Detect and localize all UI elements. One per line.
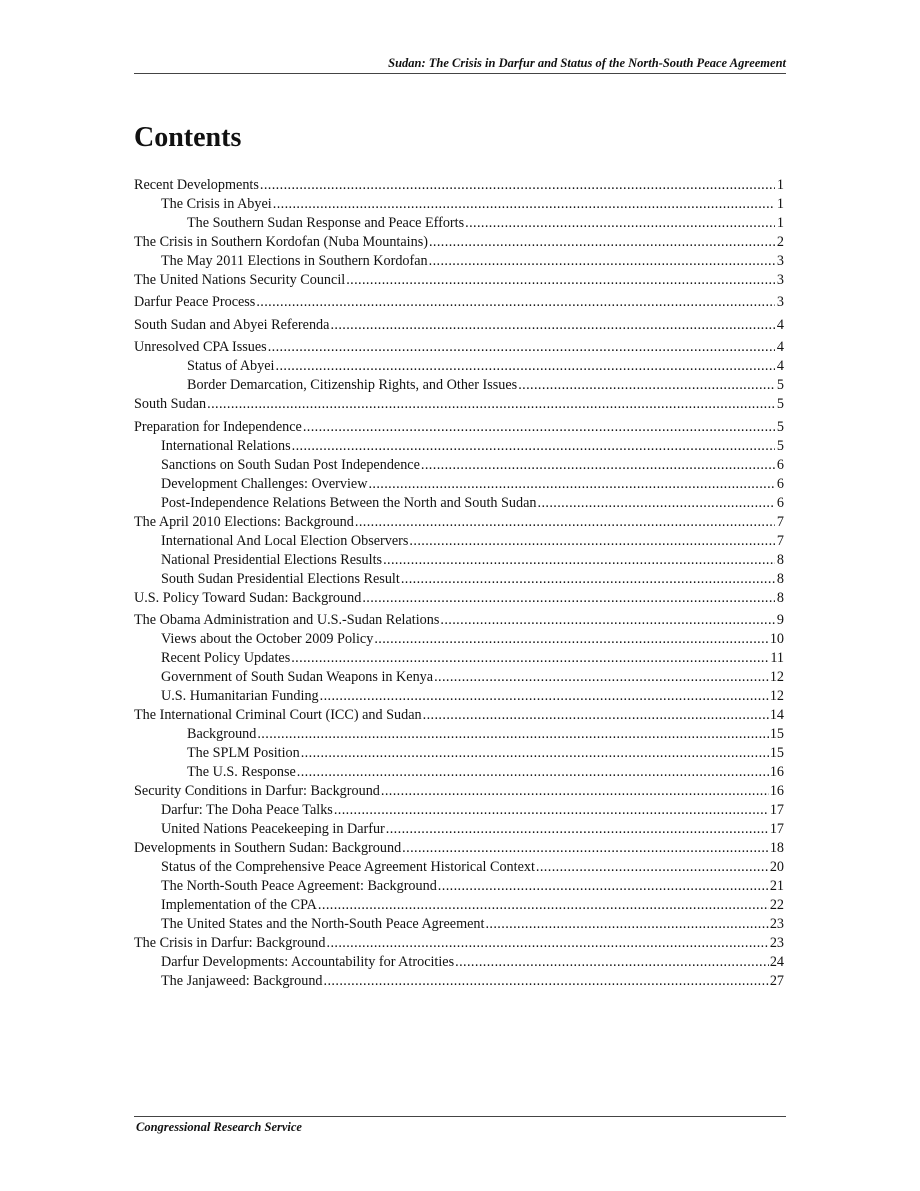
dot-leader (421, 456, 775, 475)
toc-entry-title: The May 2011 Elections in Southern Kordofan (161, 253, 428, 269)
toc-entry[interactable] (134, 877, 784, 896)
toc-entry-page: 9 (776, 611, 784, 628)
toc-entry-title: Sanctions on South Sudan Post Independence (161, 456, 420, 473)
toc-entry-page: 8 (776, 551, 784, 568)
toc-entry-page: 17 (769, 820, 784, 837)
dot-leader (538, 494, 776, 513)
toc-entry-title: U.S. Humanitarian Funding (161, 687, 319, 704)
toc-entry-page: 1 (776, 215, 784, 231)
toc-entry-page: 5 (776, 418, 784, 435)
toc-entry-page: 1 (776, 196, 784, 212)
dot-leader (438, 877, 769, 896)
toc-entry[interactable] (134, 233, 784, 252)
toc-entry-title: International And Local Election Observers (161, 532, 409, 549)
toc-entry-title: Status of the Comprehensive Peace Agreement Historical Context (161, 858, 535, 875)
dot-leader (324, 972, 769, 991)
toc-entry-title: Darfur: The Doha Peace Talks (161, 801, 333, 818)
toc-entry-page: 3 (776, 253, 784, 269)
toc-entry-title: National Presidential Elections Results (161, 551, 383, 568)
toc-entry-page: 3 (776, 272, 784, 288)
toc-entry-page: 23 (769, 934, 784, 951)
toc-entry[interactable] (134, 706, 784, 725)
toc-entry[interactable] (134, 293, 784, 312)
toc-entry[interactable] (134, 896, 784, 915)
toc-entry-page: 24 (769, 953, 784, 970)
toc-entry-page: 20 (769, 858, 784, 875)
dot-leader (402, 839, 769, 858)
toc-entry[interactable] (134, 395, 784, 414)
toc-entry[interactable] (134, 475, 784, 494)
toc-entry[interactable] (134, 494, 784, 513)
toc-entry[interactable] (134, 972, 784, 991)
toc-entry-page: 12 (769, 687, 784, 704)
dot-leader (330, 316, 775, 335)
toc-entry-page: 5 (776, 377, 784, 394)
toc-entry-page: 7 (776, 513, 784, 530)
dot-leader (381, 782, 769, 801)
dot-leader (485, 915, 768, 934)
toc-entry-page: 14 (769, 706, 784, 723)
toc-entry-title: South Sudan Presidential Elections Result (161, 570, 400, 587)
toc-entry-title: The U.S. Response (187, 763, 296, 780)
footer-rule (134, 1116, 786, 1117)
toc-entry-title: Background (187, 725, 257, 742)
toc-entry[interactable] (134, 801, 784, 820)
toc-entry[interactable] (134, 953, 784, 972)
toc-entry-title: Darfur Developments: Accountability for Atrocities (161, 953, 455, 970)
toc-entry-page: 5 (776, 396, 784, 413)
toc-entry-page: 12 (769, 668, 784, 685)
toc-entry-page: 4 (776, 316, 784, 333)
dot-leader (292, 437, 775, 456)
dot-leader (455, 953, 769, 972)
toc-entry[interactable] (134, 316, 784, 335)
toc-entry[interactable] (134, 668, 784, 687)
toc-entry-page: 11 (770, 649, 784, 666)
dot-leader (318, 896, 769, 915)
toc-entry-page: 23 (769, 915, 784, 932)
dot-leader (320, 687, 769, 706)
dot-leader (334, 801, 769, 820)
toc-entry[interactable] (134, 338, 784, 357)
dot-leader (256, 293, 775, 312)
toc-entry-title: Recent Policy Updates (161, 649, 291, 666)
toc-entry-page: 1 (776, 177, 784, 193)
toc-entry-title: South Sudan and Abyei Referenda (134, 316, 330, 333)
dot-leader (374, 630, 768, 649)
toc-entry[interactable] (134, 376, 784, 395)
toc-entry[interactable] (134, 725, 784, 744)
toc-entry-title: The Crisis in Darfur: Background (134, 934, 326, 951)
toc-entry-page: 8 (776, 570, 784, 587)
toc-entry-page: 17 (769, 801, 784, 818)
dot-leader (346, 271, 775, 290)
toc-entry-page: 16 (769, 782, 784, 799)
toc-entry-page: 4 (776, 339, 784, 356)
toc-entry-page: 22 (769, 896, 784, 913)
toc-entry[interactable] (134, 437, 784, 456)
toc-entry-title: The International Criminal Court (ICC) and Sudan (134, 706, 422, 723)
toc-entry-title: International Relations (161, 437, 291, 454)
dot-leader (465, 214, 775, 233)
dot-leader (260, 176, 775, 195)
toc-entry-title: Implementation of the CPA (161, 896, 317, 913)
toc-entry[interactable] (134, 744, 784, 763)
toc-entry[interactable] (134, 551, 784, 570)
toc-entry[interactable] (134, 687, 784, 706)
toc-entry[interactable] (134, 782, 784, 801)
toc-entry-title: U.S. Policy Toward Sudan: Background (134, 589, 362, 606)
dot-leader (327, 934, 769, 953)
toc-entry-page: 8 (776, 589, 784, 606)
toc-entry[interactable] (134, 570, 784, 589)
toc-entry-title: Status of Abyei (187, 358, 275, 375)
toc-entry-page: 18 (769, 839, 784, 856)
dot-leader (383, 551, 775, 570)
toc-entry-page: 16 (769, 763, 784, 780)
dot-leader (303, 418, 775, 437)
toc-entry-title: The Janjaweed: Background (161, 972, 323, 989)
dot-leader (409, 532, 775, 551)
toc-entry-page: 27 (769, 972, 784, 989)
toc-entry[interactable] (134, 252, 784, 271)
page-title: Contents (134, 122, 242, 153)
toc-entry-page: 4 (776, 358, 784, 375)
dot-leader (268, 338, 775, 357)
toc-entry-title: Unresolved CPA Issues (134, 339, 267, 356)
toc-entry-page: 6 (776, 456, 784, 473)
toc-entry-title: South Sudan (134, 396, 207, 413)
toc-entry[interactable] (134, 611, 784, 630)
dot-leader (291, 649, 769, 668)
dot-leader (207, 395, 775, 414)
toc-entry[interactable] (134, 839, 784, 858)
toc-entry-title: Darfur Peace Process (134, 294, 256, 311)
toc-entry-page: 7 (776, 532, 784, 549)
toc-entry-page: 6 (776, 494, 784, 511)
toc-entry[interactable] (134, 456, 784, 475)
toc-entry[interactable] (134, 589, 784, 608)
dot-leader (362, 589, 775, 608)
dot-leader (518, 376, 775, 395)
toc-entry-title: Security Conditions in Darfur: Background (134, 782, 380, 799)
toc-entry-title: The Crisis in Abyei (161, 196, 272, 212)
toc-entry[interactable] (134, 934, 784, 953)
toc-entry-page: 3 (776, 294, 784, 311)
toc-entry-title: Development Challenges: Overview (161, 475, 368, 492)
toc-entry-title: The Crisis in Southern Kordofan (Nuba Mountains) (134, 234, 428, 250)
toc-entry-page: 6 (776, 475, 784, 492)
toc-entry-title: The United Nations Security Council (134, 272, 346, 288)
dot-leader (423, 706, 769, 725)
toc-entry-title: The North-South Peace Agreement: Background (161, 877, 437, 894)
toc-entry-page: 10 (769, 630, 784, 647)
toc-entry-title: Recent Developments (134, 177, 259, 193)
toc-entry[interactable] (134, 532, 784, 551)
toc-entry[interactable] (134, 195, 784, 214)
footer-text: Congressional Research Service (136, 1120, 302, 1134)
dot-leader (434, 668, 769, 687)
toc-entry-title: The SPLM Position (187, 744, 300, 761)
toc-entry[interactable] (134, 858, 784, 877)
toc-entry-title: Preparation for Independence (134, 418, 302, 435)
toc-entry[interactable] (134, 418, 784, 437)
toc-entry-title: The April 2010 Elections: Background (134, 513, 354, 530)
toc-entry[interactable] (134, 630, 784, 649)
toc-entry-title: United Nations Peacekeeping in Darfur (161, 820, 385, 837)
toc-entry[interactable] (134, 214, 784, 233)
table-of-contents (134, 176, 784, 991)
toc-entry[interactable] (134, 513, 784, 532)
dot-leader (386, 820, 769, 839)
dot-leader (273, 195, 775, 214)
toc-entry-page: 21 (769, 877, 784, 894)
dot-leader (429, 233, 775, 252)
dot-leader (440, 611, 775, 630)
toc-entry-page: 5 (776, 437, 784, 454)
running-header: Sudan: The Crisis in Darfur and Status of the North-South Peace Agreement (388, 56, 786, 70)
dot-leader (301, 744, 769, 763)
dot-leader (536, 858, 769, 877)
toc-entry[interactable] (134, 649, 784, 668)
dot-leader (368, 475, 775, 494)
toc-entry[interactable] (134, 820, 784, 839)
toc-entry-title: The Southern Sudan Response and Peace Efforts (187, 215, 465, 231)
toc-entry-title: Post-Independence Relations Between the North and South Sudan (161, 494, 537, 511)
toc-entry-page: 15 (769, 725, 784, 742)
toc-entry-title: Views about the October 2009 Policy (161, 630, 374, 647)
header-rule (134, 73, 786, 74)
dot-leader (429, 252, 775, 271)
toc-entry-page: 2 (776, 234, 784, 250)
dot-leader (401, 570, 775, 589)
dot-leader (297, 763, 769, 782)
dot-leader (257, 725, 768, 744)
toc-entry[interactable] (134, 915, 784, 934)
toc-entry-title: The Obama Administration and U.S.-Sudan Relations (134, 611, 440, 628)
toc-entry-title: Government of South Sudan Weapons in Kenya (161, 668, 434, 685)
toc-entry-title: Border Demarcation, Citizenship Rights, and Other Issues (187, 377, 518, 394)
dot-leader (276, 357, 776, 376)
toc-entry-title: The United States and the North-South Peace Agreement (161, 915, 485, 932)
toc-entry[interactable] (134, 357, 784, 376)
toc-entry[interactable] (134, 271, 784, 290)
toc-entry[interactable] (134, 763, 784, 782)
toc-entry[interactable] (134, 176, 784, 195)
toc-entry-page: 15 (769, 744, 784, 761)
dot-leader (355, 513, 775, 532)
toc-entry-title: Developments in Southern Sudan: Background (134, 839, 402, 856)
